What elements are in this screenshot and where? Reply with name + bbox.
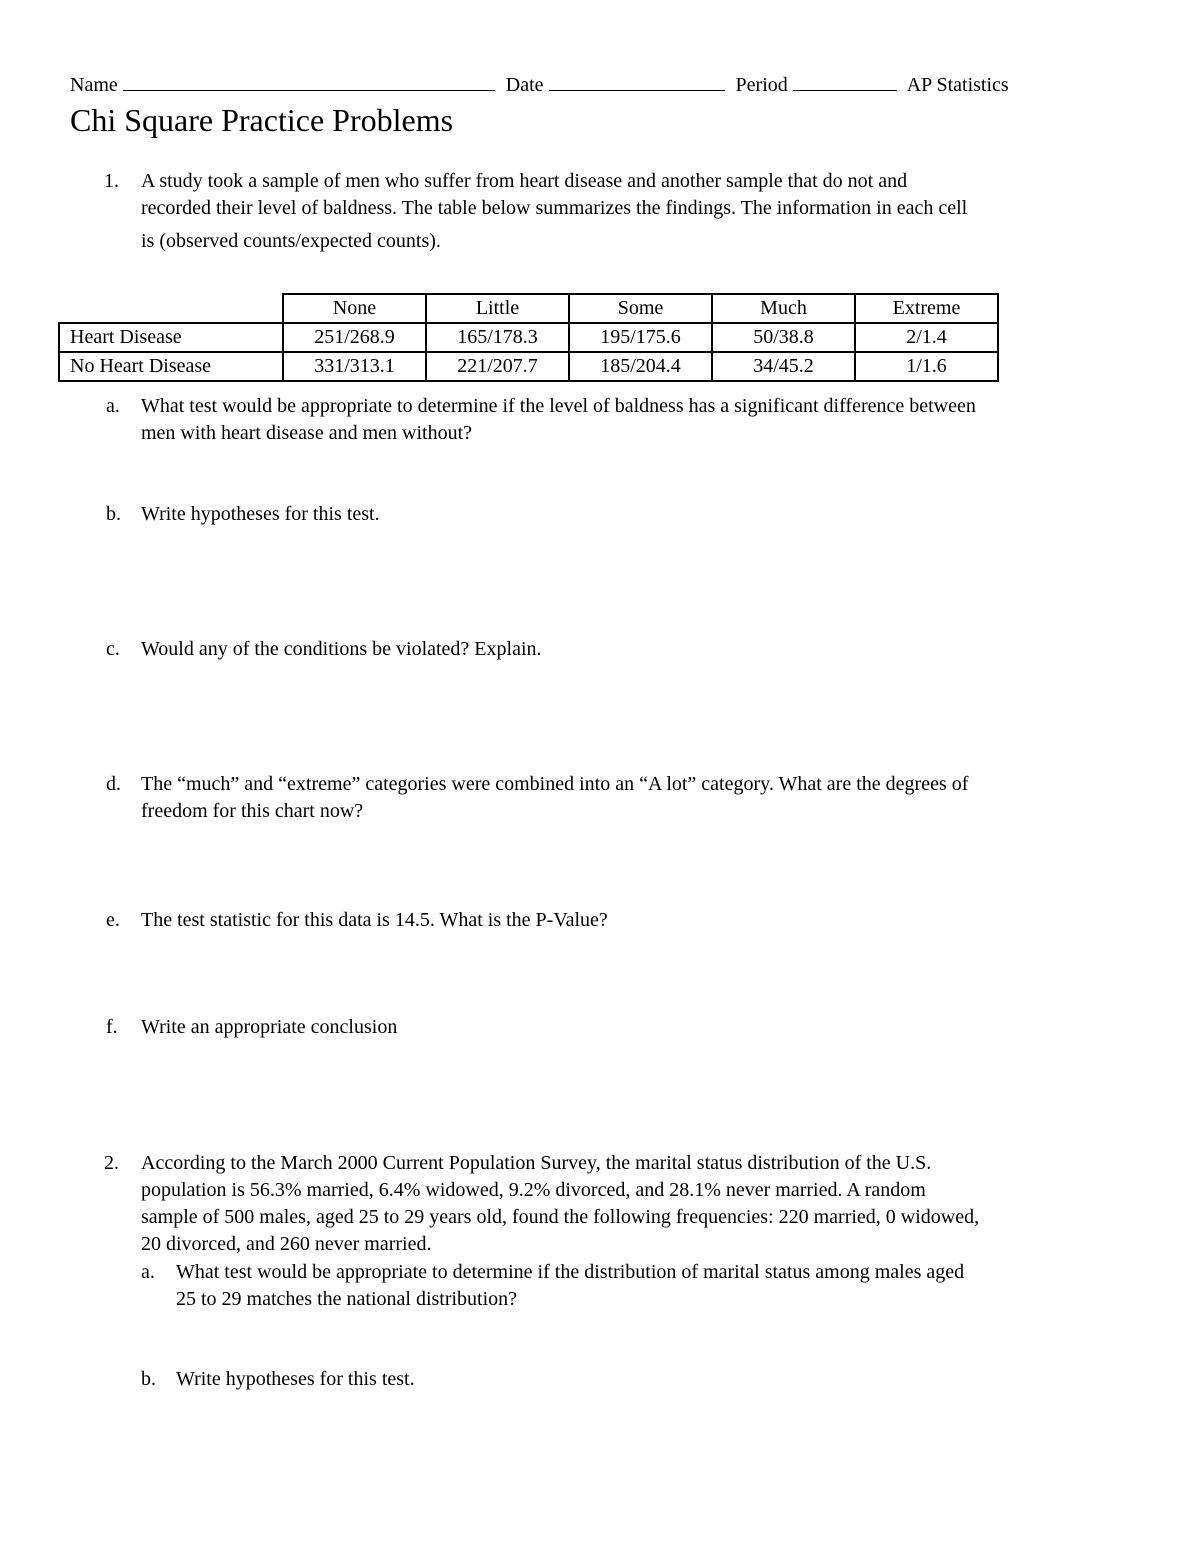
part-1f-text: Write an appropriate conclusion	[141, 1016, 398, 1038]
table-cell: 50/38.8	[712, 323, 855, 352]
problem-1-line: A study took a sample of men who suffer from heart disease and another sample that do not and	[141, 170, 908, 192]
problem-2-line: 20 divorced, and 260 never married.	[141, 1233, 432, 1255]
table-header-row	[59, 294, 998, 323]
part-1e-letter: e.	[106, 909, 120, 931]
problem-2-number: 2.	[104, 1152, 119, 1174]
part-line: men with heart disease and men without?	[141, 422, 473, 444]
table-cell: 165/178.3	[426, 323, 569, 352]
part-line: freedom for this chart now?	[141, 800, 364, 822]
date-label: Date	[505, 74, 544, 96]
header-line	[70, 72, 1009, 98]
column-header: Some	[569, 294, 712, 323]
part-1b-text: Write hypotheses for this test.	[141, 503, 380, 525]
date-blank[interactable]	[549, 72, 725, 91]
table-cell: 195/175.6	[569, 323, 712, 352]
column-header: None	[283, 294, 426, 323]
period-label: Period	[735, 74, 788, 96]
page-title: Chi Square Practice Problems	[70, 102, 454, 138]
table-row	[59, 323, 998, 352]
part-line: 25 to 29 matches the national distribution?	[176, 1288, 518, 1310]
part-line: The “much” and “extreme” categories were combined into an “A lot” category. What are the degrees of	[141, 773, 969, 795]
part-line: What test would be appropriate to determine if the distribution of marital status among males aged	[176, 1261, 965, 1283]
part-1d-text	[141, 771, 968, 825]
table-row	[59, 352, 998, 381]
baldness-table	[58, 293, 999, 382]
part-1c-text: Would any of the conditions be violated? Explain.	[141, 638, 542, 660]
table-cell: 2/1.4	[855, 323, 998, 352]
part-1c-letter: c.	[106, 638, 120, 660]
problem-2-line: According to the March 2000 Current Population Survey, the marital status distribution of the U.S.	[141, 1152, 932, 1174]
part-2b-text: Write hypotheses for this test.	[176, 1368, 415, 1390]
table-cell: 185/204.4	[569, 352, 712, 381]
problem-1-line: is (observed counts/expected counts).	[141, 230, 441, 252]
name-blank[interactable]	[123, 72, 495, 91]
table-corner	[59, 294, 283, 323]
column-header: Little	[426, 294, 569, 323]
table-cell: 1/1.6	[855, 352, 998, 381]
part-1f-letter: f.	[106, 1016, 118, 1038]
course-label: AP Statistics	[906, 74, 1009, 96]
part-1e-text: The test statistic for this data is 14.5. What is the P-Value?	[141, 909, 608, 931]
table-cell: 34/45.2	[712, 352, 855, 381]
table-cell: 251/268.9	[283, 323, 426, 352]
table-cell: 331/313.1	[283, 352, 426, 381]
part-2a-letter: a.	[141, 1261, 155, 1283]
problem-1-text	[141, 168, 967, 255]
row-label: No Heart Disease	[59, 352, 283, 381]
problem-2-text	[141, 1150, 979, 1258]
table-cell: 221/207.7	[426, 352, 569, 381]
period-blank[interactable]	[793, 72, 897, 91]
column-header: Extreme	[855, 294, 998, 323]
part-1b-letter: b.	[106, 503, 121, 525]
part-2a-text	[176, 1259, 964, 1313]
problem-2-line: population is 56.3% married, 6.4% widowed, 9.2% divorced, and 28.1% never married. A random	[141, 1179, 926, 1201]
problem-2-line: sample of 500 males, aged 25 to 29 years old, found the following frequencies: 220 married, 0 widowed,	[141, 1206, 980, 1228]
name-label: Name	[70, 74, 118, 96]
part-1a-text	[141, 393, 976, 447]
problem-1-line: recorded their level of baldness. The table below summarizes the findings. The information in each cell	[141, 197, 968, 219]
problem-1-number: 1.	[104, 170, 119, 192]
part-1d-letter: d.	[106, 773, 121, 795]
column-header: Much	[712, 294, 855, 323]
row-label: Heart Disease	[59, 323, 283, 352]
part-1a-letter: a.	[106, 395, 120, 417]
part-line: What test would be appropriate to determine if the level of baldness has a significant difference between	[141, 395, 976, 417]
part-2b-letter: b.	[141, 1368, 156, 1390]
